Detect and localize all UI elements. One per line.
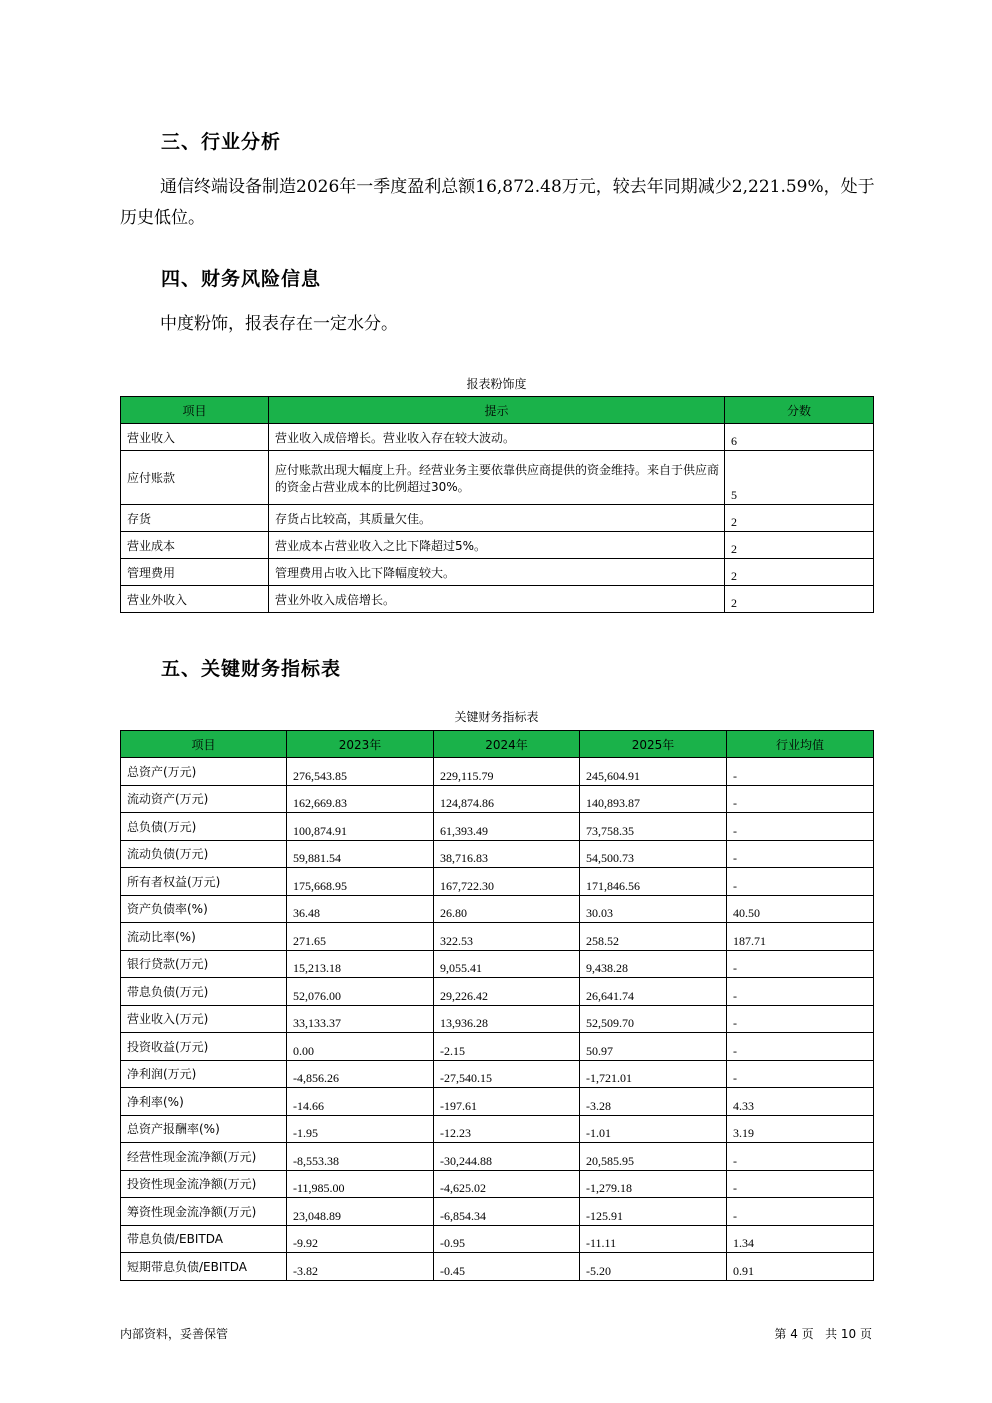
metric-2025-cell: 140,893.87 [580,785,727,813]
metric-industry-avg-cell: 0.91 [727,1253,874,1281]
metric-2025-cell: -1.01 [580,1115,727,1143]
metric-industry-avg-cell: - [727,1198,874,1226]
metrics-table-row [121,1170,874,1198]
risk-table-row [121,559,874,586]
metric-2024-cell: 229,115.79 [434,758,580,786]
metric-industry-avg-cell: - [727,840,874,868]
risk-table-header-row [121,397,874,424]
risk-table [120,396,874,613]
risk-score-cell: 2 [725,505,874,532]
metric-industry-avg-cell: - [727,978,874,1006]
metric-2023-cell: -14.66 [287,1088,434,1116]
risk-item-cell: 营业成本 [121,532,269,559]
metric-2023-cell: 23,048.89 [287,1198,434,1226]
risk-table-caption: 报表粉饰度 [466,377,527,391]
metric-2025-cell: -125.91 [580,1198,727,1226]
metrics-table-row [121,758,874,786]
metrics-table-row [121,840,874,868]
metric-2025-cell: -3.28 [580,1088,727,1116]
metric-name-cell: 经营性现金流净额(万元) [121,1143,287,1171]
metric-2025-cell: 245,604.91 [580,758,727,786]
metric-2025-cell: 26,641.74 [580,978,727,1006]
metrics-header-industry-avg: 行业均值 [727,731,874,758]
metric-2024-cell: -27,540.15 [434,1060,580,1088]
metric-name-cell: 投资收益(万元) [121,1033,287,1061]
metric-2023-cell: 52,076.00 [287,978,434,1006]
section-title-financial-risk: 四、财务风险信息 [161,268,322,290]
metric-2025-cell: -1,279.18 [580,1170,727,1198]
metric-2025-cell: 54,500.73 [580,840,727,868]
metrics-table-row [121,1115,874,1143]
metric-name-cell: 总资产(万元) [121,758,287,786]
metrics-table-row [121,923,874,951]
risk-header-score: 分数 [725,397,874,424]
risk-item-cell: 营业外收入 [121,586,269,613]
section-title-key-metrics: 五、关键财务指标表 [161,658,342,680]
metric-name-cell: 净利润(万元) [121,1060,287,1088]
metric-industry-avg-cell: - [727,1060,874,1088]
metrics-table [120,730,874,1281]
risk-table-row [121,505,874,532]
metrics-table-header-row [121,731,874,758]
metric-name-cell: 流动比率(%) [121,923,287,951]
metrics-header-2025: 2025年 [580,731,727,758]
metric-name-cell: 资产负债率(%) [121,895,287,923]
risk-hint-cell: 存货占比较高，其质量欠佳。 [269,505,725,532]
metric-2024-cell: 26.80 [434,895,580,923]
metric-2024-cell: -6,854.34 [434,1198,580,1226]
metric-name-cell: 带息负债/EBITDA [121,1225,287,1253]
risk-item-cell: 应付账款 [121,451,269,505]
metric-2025-cell: 258.52 [580,923,727,951]
risk-item-cell: 营业收入 [121,424,269,451]
metric-2023-cell: 271.65 [287,923,434,951]
metric-2025-cell: 73,758.35 [580,813,727,841]
risk-hint-cell: 营业外收入成倍增长。 [269,586,725,613]
metric-2025-cell: -11.11 [580,1225,727,1253]
metric-industry-avg-cell: 1.34 [727,1225,874,1253]
risk-item-cell: 存货 [121,505,269,532]
risk-hint-cell: 营业成本占营业收入之比下降超过5%。 [269,532,725,559]
section-title-industry-analysis: 三、行业分析 [161,131,282,153]
risk-score-cell: 2 [725,532,874,559]
metric-industry-avg-cell: 187.71 [727,923,874,951]
metric-industry-avg-cell: - [727,1170,874,1198]
metric-2023-cell: -1.95 [287,1115,434,1143]
metrics-table-row [121,868,874,896]
metric-2023-cell: -3.82 [287,1253,434,1281]
metric-2024-cell: -4,625.02 [434,1170,580,1198]
metric-2025-cell: 20,585.95 [580,1143,727,1171]
metric-industry-avg-cell: - [727,758,874,786]
metric-2024-cell: 61,393.49 [434,813,580,841]
risk-hint-cell: 营业收入成倍增长。营业收入存在较大波动。 [269,424,725,451]
metrics-table-row [121,813,874,841]
risk-header-item: 项目 [121,397,269,424]
metric-2025-cell: -5.20 [580,1253,727,1281]
metric-name-cell: 流动负债(万元) [121,840,287,868]
risk-score-cell: 5 [725,451,874,505]
metric-2023-cell: -8,553.38 [287,1143,434,1171]
risk-table-row [121,586,874,613]
metrics-table-row [121,1060,874,1088]
risk-hint-cell: 管理费用占收入比下降幅度较大。 [269,559,725,586]
metrics-table-row [121,1033,874,1061]
metrics-header-2023: 2023年 [287,731,434,758]
metrics-table-row [121,1005,874,1033]
metric-2025-cell: 30.03 [580,895,727,923]
metric-2023-cell: -9.92 [287,1225,434,1253]
metric-2024-cell: 38,716.83 [434,840,580,868]
metric-industry-avg-cell: - [727,1143,874,1171]
metric-name-cell: 短期带息负债/EBITDA [121,1253,287,1281]
risk-table-row [121,532,874,559]
metric-name-cell: 总资产报酬率(%) [121,1115,287,1143]
metrics-table-row [121,895,874,923]
metrics-table-row [121,1253,874,1281]
metric-industry-avg-cell: - [727,950,874,978]
metric-2023-cell: -4,856.26 [287,1060,434,1088]
risk-score-cell: 6 [725,424,874,451]
metric-name-cell: 投资性现金流净额(万元) [121,1170,287,1198]
metric-name-cell: 银行贷款(万元) [121,950,287,978]
risk-table-row [121,424,874,451]
metrics-table-row [121,1088,874,1116]
metric-2025-cell: -1,721.01 [580,1060,727,1088]
metric-industry-avg-cell: - [727,813,874,841]
risk-score-cell: 2 [725,586,874,613]
metric-2023-cell: 15,213.18 [287,950,434,978]
metrics-table-caption: 关键财务指标表 [454,710,539,724]
industry-analysis-paragraph: 通信终端设备制造2026年一季度盈利总额16,872.48万元，较去年同期减少2,221.59%，处于历史低位。 [120,177,875,228]
metric-industry-avg-cell: - [727,868,874,896]
metric-2025-cell: 50.97 [580,1033,727,1061]
risk-hint-cell: 应付账款出现大幅度上升。经营业务主要依靠供应商提供的资金维持。来自于供应商的资金占营业成本的比例超过30%。 [269,451,725,505]
metric-2024-cell: 13,936.28 [434,1005,580,1033]
metric-2024-cell: 29,226.42 [434,978,580,1006]
metrics-table-row [121,1225,874,1253]
metric-2024-cell: 322.53 [434,923,580,951]
metric-name-cell: 所有者权益(万元) [121,868,287,896]
metric-industry-avg-cell: - [727,1033,874,1061]
metric-2024-cell: 124,874.86 [434,785,580,813]
metric-2024-cell: -197.61 [434,1088,580,1116]
metric-2025-cell: 9,438.28 [580,950,727,978]
metric-2023-cell: 0.00 [287,1033,434,1061]
metric-2024-cell: -0.95 [434,1225,580,1253]
metric-2024-cell: -0.45 [434,1253,580,1281]
metrics-table-row [121,978,874,1006]
metric-2023-cell: 175,668.95 [287,868,434,896]
metric-name-cell: 总负债(万元) [121,813,287,841]
metric-2024-cell: -12.23 [434,1115,580,1143]
metric-industry-avg-cell: - [727,785,874,813]
risk-score-cell: 2 [725,559,874,586]
financial-risk-paragraph: 中度粉饰，报表存在一定水分。 [160,314,398,334]
metric-2025-cell: 52,509.70 [580,1005,727,1033]
footer-confidential-note: 内部资料，妥善保管 [120,1327,229,1341]
metric-2023-cell: 33,133.37 [287,1005,434,1033]
metric-industry-avg-cell: 3.19 [727,1115,874,1143]
metric-2023-cell: -11,985.00 [287,1170,434,1198]
metrics-table-row [121,785,874,813]
risk-table-row [121,451,874,505]
metric-name-cell: 净利率(%) [121,1088,287,1116]
metrics-table-row [121,950,874,978]
metrics-table-row [121,1143,874,1171]
metric-2024-cell: 167,722.30 [434,868,580,896]
metric-2024-cell: 9,055.41 [434,950,580,978]
metric-industry-avg-cell: 40.50 [727,895,874,923]
metric-industry-avg-cell: - [727,1005,874,1033]
metric-2023-cell: 276,543.85 [287,758,434,786]
metric-name-cell: 营业收入(万元) [121,1005,287,1033]
metric-2023-cell: 59,881.54 [287,840,434,868]
metric-2023-cell: 100,874.91 [287,813,434,841]
metrics-header-2024: 2024年 [434,731,580,758]
metric-industry-avg-cell: 4.33 [727,1088,874,1116]
metric-2023-cell: 162,669.83 [287,785,434,813]
footer-page-number: 第 4 页 共 10 页 [774,1327,872,1341]
metric-name-cell: 筹资性现金流净额(万元) [121,1198,287,1226]
metric-2025-cell: 171,846.56 [580,868,727,896]
metrics-table-row [121,1198,874,1226]
risk-header-hint: 提示 [269,397,725,424]
metric-2024-cell: -2.15 [434,1033,580,1061]
metric-name-cell: 流动资产(万元) [121,785,287,813]
metric-2024-cell: -30,244.88 [434,1143,580,1171]
metric-name-cell: 带息负债(万元) [121,978,287,1006]
risk-item-cell: 管理费用 [121,559,269,586]
metric-2023-cell: 36.48 [287,895,434,923]
metrics-header-item: 项目 [121,731,287,758]
